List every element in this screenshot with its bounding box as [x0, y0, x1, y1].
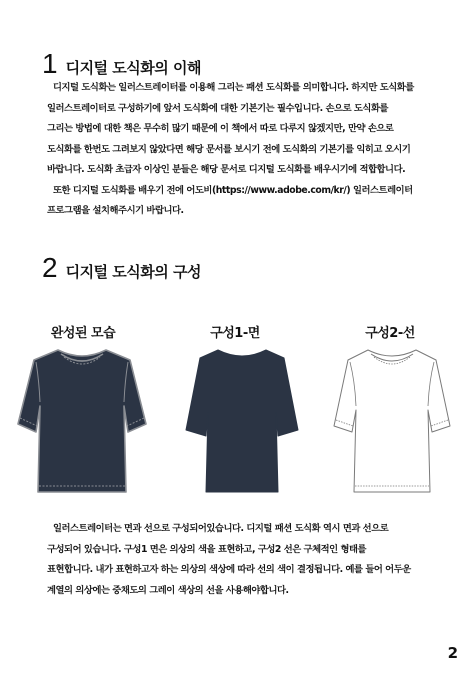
- paragraph-line: 그리는 방법에 대한 책은 무수히 많기 때문에 이 책에서 따로 다루지 않겠지만, 만약 손으로: [47, 123, 394, 134]
- section-1-number: 1: [42, 48, 58, 79]
- paragraph-line: 프로그램을 설치해주시기 바랍니다.: [47, 205, 184, 216]
- paragraph-line: 디지털 도식화는 일러스트레이터를 이용해 그리는 패션 도식화를 의미합니다. 하지만 도식화를: [53, 82, 414, 93]
- paragraph-line: 구성되어 있습니다. 구성1 면은 의상의 색을 표현하고, 구성2 선은 구체적인 형태를: [47, 543, 367, 555]
- section-2-heading: [42, 252, 201, 284]
- section-1-title: 디지털 도식화의 이해: [65, 59, 201, 77]
- figure-label-line: 구성2-선: [365, 326, 415, 341]
- tshirt-fill-image: [172, 340, 312, 500]
- section-1-paragraph: [47, 78, 442, 222]
- paragraph-line: 일러스트레이터로 구성하기에 앞서 도식화에 대한 기본기는 필수입니다. 손으로 도식화를: [47, 102, 389, 114]
- section-2-number: 2: [42, 252, 58, 283]
- paragraph-line: 표현합니다. 내가 표현하고자 하는 의상의 색상에 따라 선의 색이 결정됩니다. 예를 들어 어두운: [47, 564, 411, 575]
- paragraph-line: 도식화를 한번도 그려보지 않았다면 해당 문서를 보시기 전에 도식화의 기본기를 익히고 오시기: [47, 143, 411, 155]
- tshirt-body: [334, 350, 450, 492]
- paragraph-line: 계열의 의상에는 중채도의 그레이 색상의 선을 사용해야합니다.: [47, 584, 289, 596]
- figure-label-fill: 구성1-면: [210, 326, 260, 341]
- section-2-title: 디지털 도식화의 구성: [65, 263, 201, 281]
- tshirt-line-image: [322, 340, 462, 500]
- page-number: 2: [447, 644, 458, 662]
- tshirt-body: [186, 350, 298, 492]
- section-1-heading: [42, 48, 201, 80]
- tshirt-finished-image: [12, 340, 152, 500]
- section-2-paragraph: [47, 519, 442, 601]
- paragraph-line: 일러스트레이터는 면과 선으로 구성되어있습니다. 디지털 패션 도식화 역시 면과 선으로: [53, 523, 389, 534]
- figure-label-finished: 완성된 모습: [50, 326, 116, 341]
- paragraph-line: 또한 디지털 도식화를 배우기 전에 어도비(https://www.adobe.com/kr/) 일러스트레이터: [53, 184, 413, 196]
- paragraph-line: 바랍니다. 도식화 초급자 이상인 분들은 해당 문서로 디지털 도식화를 배우시기에 적합합니다.: [47, 164, 406, 175]
